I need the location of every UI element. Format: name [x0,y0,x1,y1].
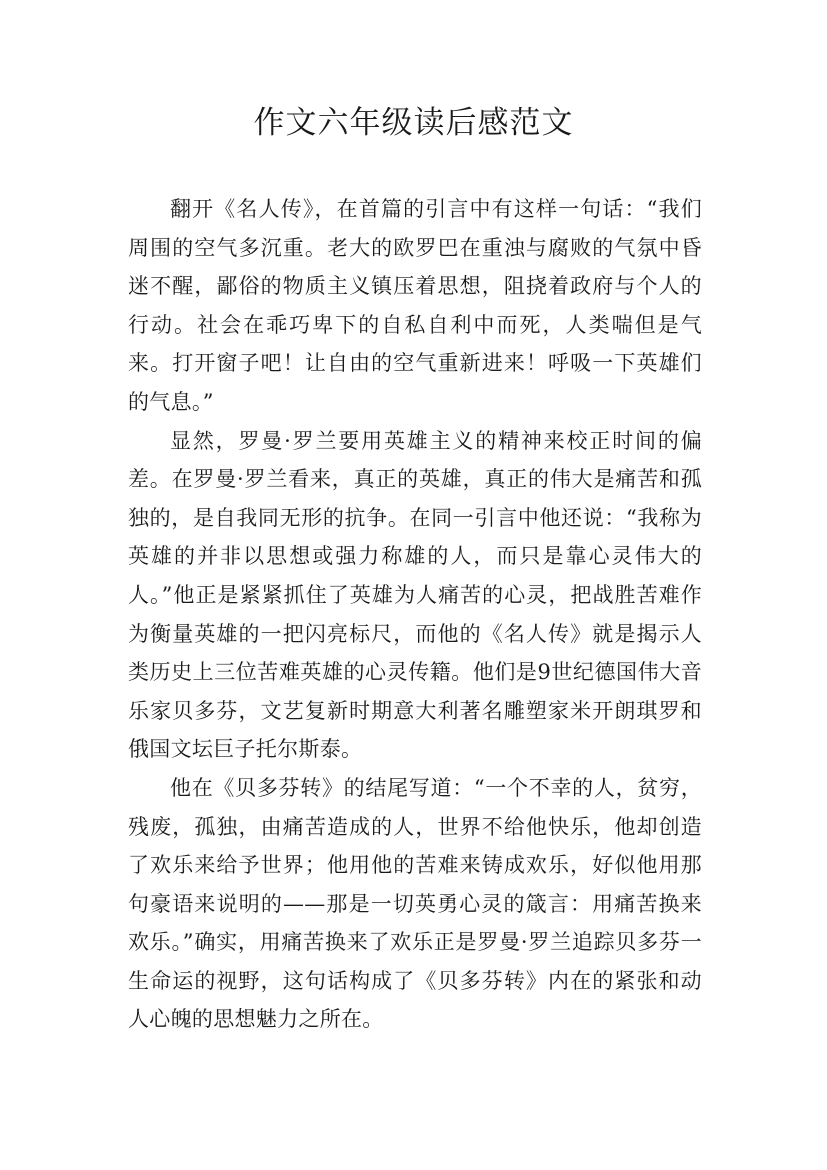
paragraph-1: 翻开《名人传》，在首篇的引言中有这样一句话：“我们周围的空气多沉重。老大的欧罗巴在重浊与腐败的气氛中昏迷不醒，鄙俗的物质主义镇压着思想，阻挠着政府与个人的行动。社会在乖巧卑下的自私自利中而死，人类喘但是气来。打开窗子吧！让自由的空气重新进来！呼吸一下英雄们的气息。” [128,197,702,414]
paragraph-3: 他在《贝多芬转》的结尾写道：“一个不幸的人，贫穷，残废，孤独，由痛苦造成的人，世界不给他快乐，他却创造了欢乐来给予世界；他用他的苦难来铸成欢乐，好似他用那句豪语来说明的——那是一切英勇心灵的箴言：用痛苦换来欢乐。”确实，用痛苦换来了欢乐正是罗曼·罗兰追踪贝多芬一生命运的视野，这句话构成了《贝多芬转》内在的紧张和动人心魄的思想魅力之所在。 [128,775,702,1032]
paragraph-2: 显然，罗曼·罗兰要用英雄主义的精神来校正时间的偏差。在罗曼·罗兰看来，真正的英雄，真正的伟大是痛苦和孤独的，是自我同无形的抗争。在同一引言中他还说：“我称为英雄的并非以思想或强力称雄的人，而只是靠心灵伟大的人。”他正是紧紧抓住了英雄为人痛苦的心灵，把战胜苦难作为衡量英雄的一把闪亮标尺，而他的《名人传》就是揭示人类历史上三位苦难英雄的心灵传籍。他们是9世纪德国伟大音乐家贝多芬，文艺复新时期意大利著名雕塑家米开朗琪罗和俄国文坛巨子托尔斯泰。 [128,428,702,762]
document-title: 作文六年级读后感范文 [253,105,574,141]
document-body [128,190,702,1039]
